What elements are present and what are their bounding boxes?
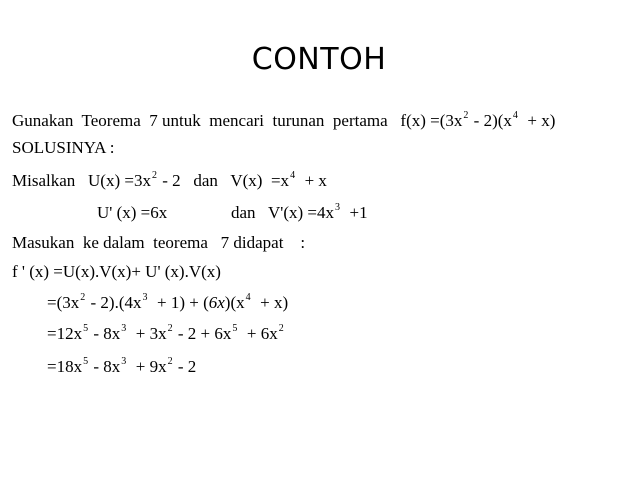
step-1 [47, 293, 288, 316]
formula-line: f ' (x) =U(x).V(x)+ U' (x).V(x) [12, 262, 221, 281]
problem-text: Gunakan Teorema 7 untuk mencari turunan pertama f(x) [12, 111, 426, 130]
step-3 [47, 357, 196, 380]
step-2-f: + 6x [238, 324, 278, 343]
step-3-exp-3: 2 [167, 356, 173, 367]
step-1-b: - 2).(4x [86, 293, 142, 312]
misalkan-b: - 2 dan V(x) =x [157, 171, 290, 190]
step-2-a: =12x [47, 324, 83, 343]
misalkan-line [12, 171, 327, 194]
step-2-exp-5: 2 [278, 323, 284, 334]
problem-end: + x) [518, 111, 556, 130]
derivatives-line [97, 203, 368, 226]
step-3-exp-1: 5 [83, 356, 89, 367]
step-1-exp-2: 3 [142, 292, 148, 303]
step-3-d: - 2 [173, 357, 197, 376]
derivs-b: +1 [341, 203, 368, 222]
step-1-exp-3: 4 [245, 292, 251, 303]
step-1-f: )(x [224, 293, 245, 312]
step-3-c: + 9x [127, 357, 167, 376]
step-3-b: - 8x [89, 357, 121, 376]
step-3-exp-2: 3 [121, 356, 127, 367]
step-2-exp-3: 2 [167, 323, 173, 334]
step-1-a: =(3x [47, 293, 80, 312]
problem-eq: =(3x [425, 111, 463, 130]
misalkan-exp-1: 2 [151, 170, 157, 181]
slide-title: CONTOH [251, 42, 387, 77]
step-3-a: =18x [47, 357, 83, 376]
step-2-exp-4: 5 [232, 323, 238, 334]
problem-exp-2: 4 [512, 110, 518, 121]
problem-statement [12, 111, 555, 134]
step-2 [47, 324, 285, 347]
step-1-c: + 1) + ( [148, 293, 209, 312]
step-2-d: - 2 + 6x [173, 324, 232, 343]
step-2-b: - 8x [89, 324, 121, 343]
step-1-d: 6x [208, 293, 225, 312]
misalkan-c: + x [296, 171, 327, 190]
misalkan-a: Misalkan U(x) =3x [12, 171, 151, 190]
misalkan-exp-2: 4 [290, 170, 296, 181]
problem-exp-1: 2 [463, 110, 469, 121]
step-1-exp-1: 2 [80, 292, 86, 303]
step-1-g: + x) [251, 293, 289, 312]
solution-label: SOLUSINYA : [12, 138, 115, 157]
problem-mid: - 2)(x [469, 111, 512, 130]
masukan-line: Masukan ke dalam teorema 7 didapat : [12, 233, 306, 252]
step-2-c: + 3x [127, 324, 167, 343]
step-2-exp-1: 5 [83, 323, 89, 334]
step-2-exp-2: 3 [121, 323, 127, 334]
derivs-a: U' (x) =6x dan V'(x) =4x [97, 203, 334, 222]
derivs-exp-1: 3 [335, 202, 340, 213]
